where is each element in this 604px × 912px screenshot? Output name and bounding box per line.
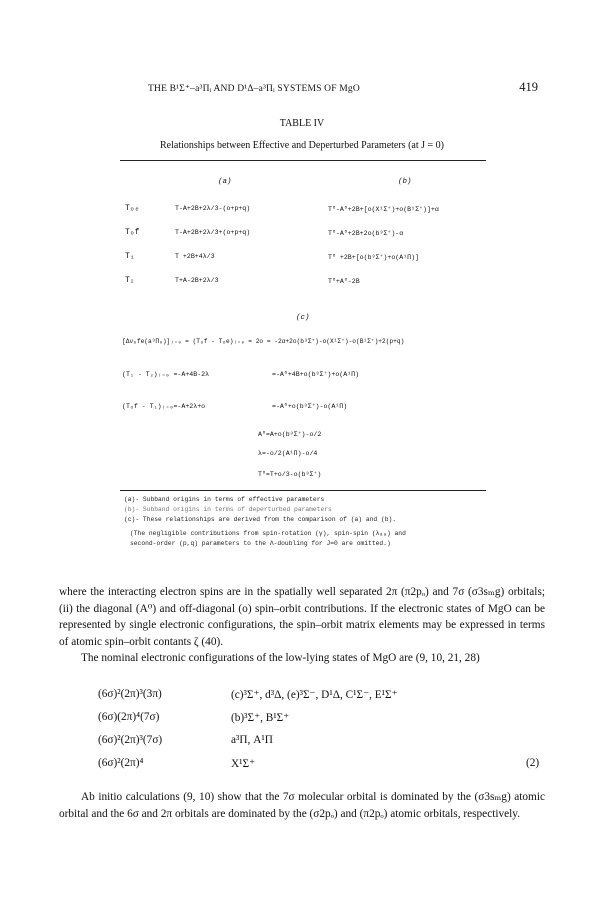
c-line: (T₁ - T₂)ⱼ₌₀ =-A+4B-2λ xyxy=(122,371,210,378)
column-b-head: (b) xyxy=(398,178,412,186)
equation-number: (2) xyxy=(526,757,540,769)
c-line: (Tₒf - T₁)ⱼ₌₀=-A+2λ+o xyxy=(122,403,206,410)
row-cell-a: T-A+2B+2λ/3+(o+p+q) xyxy=(175,229,251,236)
table-top-rule xyxy=(120,160,486,161)
table-note: (The negligible contributions from spin-rotation (γ), spin-spin (λₐₐ) and xyxy=(130,530,406,537)
c-line: =-A⁰+4B+o(b³Σ⁺)+o(A¹Π) xyxy=(272,371,360,378)
c-line: λ=-o/2(A¹Π)-o/4 xyxy=(258,450,318,457)
table-bottom-rule xyxy=(120,490,486,491)
table-caption: Relationships between Effective and Deperturbed Parameters (at J = 0) xyxy=(160,140,444,151)
c-line: [Δνₒfe(a³Π₀)]ⱼ₌₀ = (Tₒf - Tₒe)ⱼ₌₀ = 2o = -2α+2o(b³Σ⁺)-o(X¹Σ⁺)-o(B¹Σ⁺)+2(p+q) xyxy=(122,338,405,345)
table-note: (b)- Subband origins in terms of deperturbed parameters xyxy=(124,506,332,513)
row-cell-b: T⁰-A⁰+2B+2o(b³Σ⁺)-α xyxy=(328,230,404,237)
row-cell-a: T +2B+4λ/3 xyxy=(175,253,215,260)
body-paragraph xyxy=(59,584,545,667)
row-cell-a: T-A+2B+2λ/3-(o+p+q) xyxy=(175,205,251,212)
column-c-head: (c) xyxy=(296,314,310,322)
config-term: (6σ)²(2π)³(7σ) xyxy=(98,734,163,746)
paragraph-3: Ab initio calculations (9, 10) show that the 7σ molecular orbital is dominated by the (σ3sₘg) atomic orbital and the 6σ and 2π orbitals are dominated by the (σ2pₒ) and (π2pₒ) atomic orbitals, respectively. xyxy=(59,791,545,820)
row-cell-b: T⁰-A⁰+2B+[o(X¹Σ⁺)+o(B¹Σ⁺)]+α xyxy=(328,206,439,213)
row-label: Tₒf xyxy=(125,228,140,237)
body-paragraph-ab-initio xyxy=(59,789,545,822)
table-note: second-order (p,q) parameters to the Λ-doubling for J=0 are omitted.) xyxy=(130,540,391,547)
config-states: (b)³Σ⁺, B¹Σ⁺ xyxy=(231,712,290,724)
running-title: THE B¹Σ⁺–a³Πᵢ AND D¹Δ–a³Πᵢ SYSTEMS OF MgO xyxy=(148,84,360,94)
config-term: (6σ)²(2π)⁴ xyxy=(98,757,144,769)
row-label: T₂ xyxy=(125,276,135,285)
page-number: 419 xyxy=(519,80,538,94)
column-a-head: (a) xyxy=(218,178,232,186)
table-note: (c)- These relationships are derived from the comparison of (a) and (b). xyxy=(124,516,397,523)
config-states: (c)³Σ⁺, d³Δ, (e)³Σ⁻, D¹Δ, C¹Σ⁻, E¹Σ⁺ xyxy=(231,689,398,701)
row-cell-b: T⁰ +2B+[o(b³Σ⁺)+o(A¹Π)] xyxy=(328,254,420,261)
config-term: (6σ)²(2π)³(3π) xyxy=(98,688,162,700)
c-line: =-A⁰+o(b³Σ⁺)-o(A¹Π) xyxy=(272,403,348,410)
running-header xyxy=(0,80,604,100)
row-label: T₁ xyxy=(125,252,135,261)
row-label: Tₒₑ xyxy=(125,204,140,213)
config-states: a³Π, A¹Π xyxy=(231,734,273,746)
config-term: (6σ)(2π)⁴(7σ) xyxy=(98,711,160,723)
paragraph-2: The nominal electronic configurations of the low-lying states of MgO are (9, 10, 21, 28) xyxy=(81,652,480,665)
row-cell-a: T+A-2B+2λ/3 xyxy=(175,277,219,284)
c-line: A⁰=A+o(b³Σ⁺)-o/2 xyxy=(258,431,322,438)
table-label: TABLE IV xyxy=(279,118,325,129)
c-line: T⁰=T+o/3-o(b³Σ⁺) xyxy=(258,471,322,478)
row-cell-b: T⁰+A⁰-2B xyxy=(328,278,360,285)
config-states: X¹Σ⁺ xyxy=(231,758,256,770)
paragraph-1: where the interacting electron spins are in the spatially well separated 2π (π2pₒ) and 7σ (σ3sₘg) orbitals; (ii) the diagonal (A⁰) and off-diagonal (o) spin–orbit contributions. If the electronic states of MgO can be represented by single electronic configurations, the spin–orbit matrix elements may be expressed in terms of atomic spin–orbit contants ζ (40). xyxy=(59,586,545,648)
table-note: (a)- Subband origins in terms of effective parameters xyxy=(124,496,325,503)
